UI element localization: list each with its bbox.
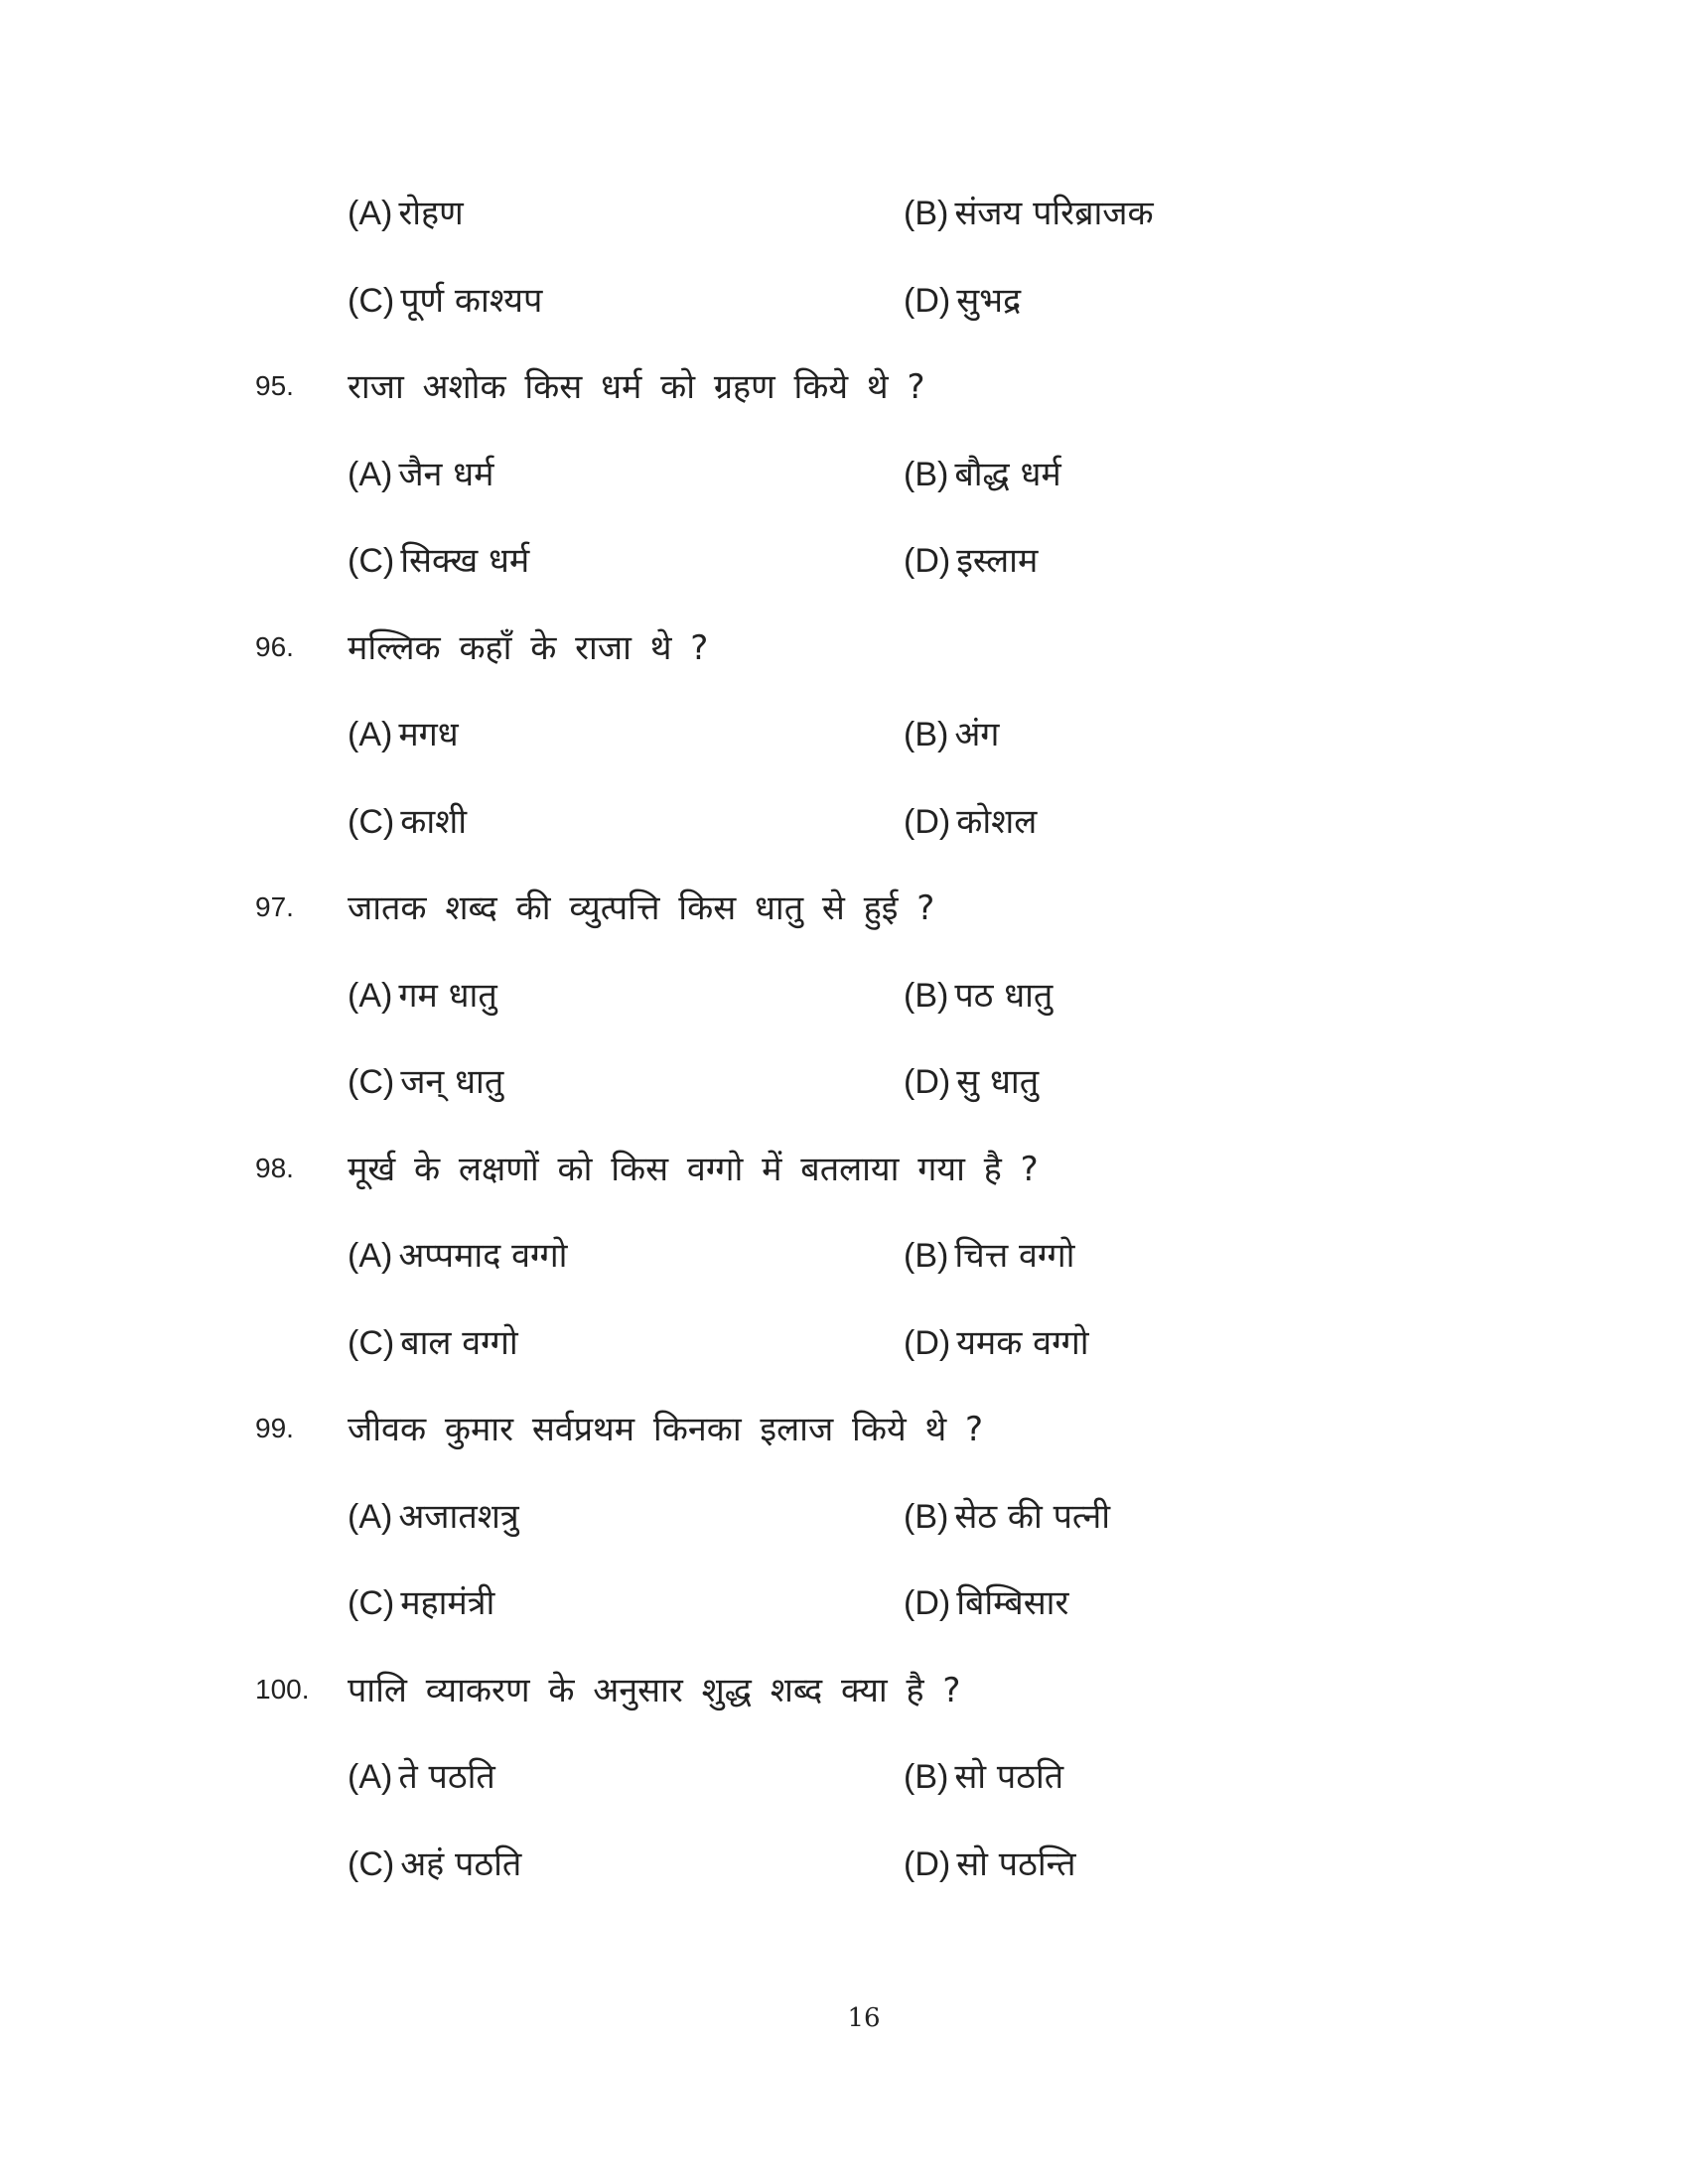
page-number: 16 <box>847 2003 881 2033</box>
option <box>348 1318 518 1364</box>
option-row <box>0 1578 1688 1638</box>
option-text: रोहण <box>398 194 464 233</box>
question-text: जातक शब्द की व्युत्पत्ति किस धातु से हुई ? <box>348 888 935 928</box>
option-text: सिक्ख धर्म <box>400 541 530 581</box>
option-text: पठ धातु <box>954 975 1054 1016</box>
option-row <box>0 1231 1688 1291</box>
option-row <box>0 276 1688 336</box>
option-label: (D) <box>904 1063 951 1101</box>
option <box>904 1578 1068 1624</box>
option-label: (A) <box>348 455 393 493</box>
option <box>348 797 467 843</box>
question-row <box>0 1405 1688 1464</box>
option-text: यमक वग्गो <box>956 1322 1089 1363</box>
option-row <box>0 1318 1688 1378</box>
option-label: (C) <box>348 1323 395 1362</box>
question-number: 100. <box>255 1673 310 1705</box>
question-row <box>0 884 1688 943</box>
option-row <box>0 971 1688 1030</box>
question-text: मूर्ख के लक्षणों को किस वग्गो में बतलाया गया है ? <box>348 1149 1039 1189</box>
option <box>348 1752 495 1798</box>
option-label: (B) <box>904 976 949 1015</box>
option-text: अजातशत्रु <box>398 1496 519 1537</box>
option <box>348 450 493 495</box>
question-row <box>0 623 1688 683</box>
option-text: महामंत्री <box>400 1583 495 1623</box>
option-row <box>0 1492 1688 1552</box>
question-text: राजा अशोक किस धर्म को ग्रहण किये थे ? <box>348 367 925 407</box>
option-row <box>0 1057 1688 1117</box>
option <box>904 450 1061 495</box>
question-number: 97. <box>255 891 294 922</box>
option-row <box>0 1752 1688 1812</box>
option-label: (D) <box>904 281 951 320</box>
option <box>348 1492 519 1538</box>
option <box>904 1057 1039 1103</box>
option-label: (D) <box>904 802 951 841</box>
option-label: (D) <box>904 542 951 580</box>
option <box>904 536 1038 582</box>
option-text: बिम्बिसार <box>956 1583 1069 1623</box>
option-label: (C) <box>348 802 395 841</box>
option-label: (C) <box>348 1584 395 1622</box>
option-label: (A) <box>348 1497 393 1536</box>
question-number: 95. <box>255 370 294 401</box>
option <box>904 189 1154 234</box>
option-label: (B) <box>904 455 949 493</box>
question-text: जीवक कुमार सर्वप्रथम किनका इलाज किये थे ? <box>348 1410 984 1449</box>
option-text: पूर्ण काश्यप <box>400 280 543 321</box>
option-label: (D) <box>904 1323 951 1362</box>
option-label: (B) <box>904 716 949 753</box>
option-text: सु धातु <box>956 1062 1040 1102</box>
question-text: पालि व्याकरण के अनुसार शुद्ध शब्द क्या है ? <box>348 1670 961 1710</box>
option-text: सुभद्र <box>956 280 1022 321</box>
option <box>348 710 459 755</box>
question-number: 99. <box>255 1413 294 1443</box>
option-row <box>0 189 1688 248</box>
option-label: (C) <box>348 281 395 320</box>
option-label: (A) <box>348 1758 393 1796</box>
option-label: (D) <box>904 1844 951 1883</box>
option-text: चित्त वग्गो <box>954 1236 1075 1276</box>
option-label: (A) <box>348 976 393 1015</box>
option <box>904 1752 1063 1798</box>
option-text: कोशल <box>956 801 1038 842</box>
option-row <box>0 710 1688 769</box>
option-row <box>0 1840 1688 1899</box>
option-label: (B) <box>904 1237 949 1275</box>
option <box>904 1840 1076 1885</box>
question-text: मल्लिक कहाँ के राजा थे ? <box>348 627 709 668</box>
option <box>348 189 464 234</box>
option-text: काशी <box>400 801 468 842</box>
option-text: गम धातु <box>398 975 497 1016</box>
option <box>348 276 542 322</box>
option <box>904 797 1037 843</box>
option-label: (B) <box>904 1497 949 1536</box>
option <box>904 1318 1089 1364</box>
option-label: (B) <box>904 1758 949 1796</box>
option-label: (D) <box>904 1584 951 1622</box>
option-label: (C) <box>348 1063 395 1101</box>
option-text: सो पठन्ति <box>956 1843 1076 1884</box>
option-label: (A) <box>348 195 393 232</box>
option-label: (C) <box>348 1844 395 1883</box>
option <box>348 1057 503 1103</box>
option <box>904 1492 1110 1538</box>
option <box>904 710 999 755</box>
question-row <box>0 362 1688 422</box>
option <box>904 971 1053 1017</box>
option-text: संजय परिब्राजक <box>954 194 1154 233</box>
option <box>904 1231 1074 1277</box>
option <box>348 1840 521 1885</box>
option <box>348 536 529 582</box>
question-row <box>0 1666 1688 1725</box>
option-text: सो पठति <box>954 1757 1064 1797</box>
option-row <box>0 797 1688 857</box>
option-text: जन् धातु <box>400 1062 504 1102</box>
question-number: 96. <box>255 630 294 662</box>
option <box>348 971 497 1017</box>
option-text: मगध <box>398 715 459 754</box>
option <box>904 276 1021 322</box>
option-label: (A) <box>348 1237 393 1275</box>
option-text: ते पठति <box>398 1757 495 1797</box>
option-text: बौद्ध धर्म <box>954 454 1061 494</box>
option-text: इस्लाम <box>956 541 1039 581</box>
option-label: (A) <box>348 716 393 753</box>
option-text: अहं पठति <box>400 1843 522 1884</box>
question-number: 98. <box>255 1152 294 1183</box>
option-row <box>0 536 1688 596</box>
option <box>348 1231 568 1277</box>
option-row <box>0 450 1688 509</box>
option-text: बाल वग्गो <box>400 1322 518 1363</box>
option <box>348 1578 494 1624</box>
option-text: अंग <box>954 715 1000 754</box>
option-text: अप्पमाद वग्गो <box>398 1236 568 1276</box>
option-text: सेठ की पत्नी <box>954 1496 1111 1537</box>
option-label: (C) <box>348 542 395 580</box>
option-text: जैन धर्म <box>398 454 494 494</box>
question-row <box>0 1145 1688 1204</box>
option-label: (B) <box>904 195 949 232</box>
